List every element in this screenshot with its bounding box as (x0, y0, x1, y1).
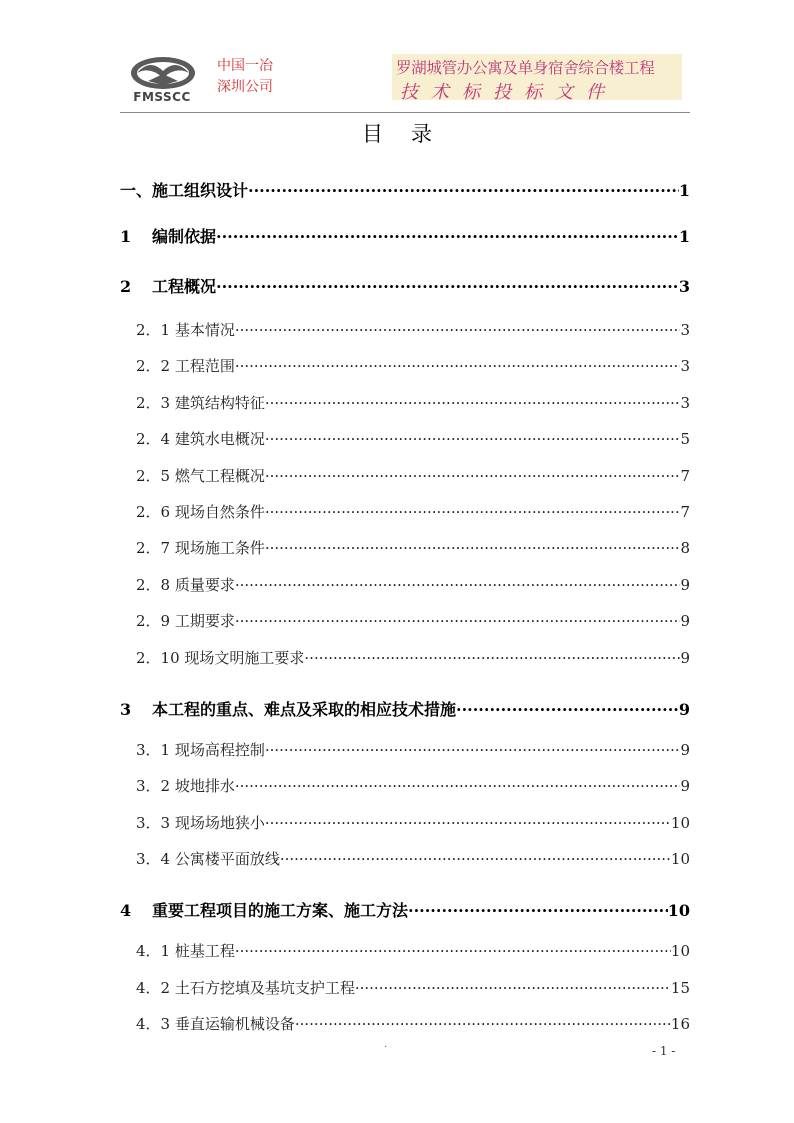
toc-title: 2．9 工期要求 (136, 612, 235, 631)
toc-label (120, 603, 235, 639)
logo-text: FMSSCC (133, 90, 191, 104)
toc-title: 3．1 现场高程控制 (136, 740, 265, 759)
toc-leader-dots (265, 530, 681, 566)
toc-heading[interactable] (120, 262, 690, 312)
toc-label (120, 970, 355, 1006)
toc-label (120, 312, 235, 348)
toc-leader-dots (295, 1006, 671, 1042)
toc-label (120, 421, 265, 457)
toc-title: 2．1 基本情况 (136, 321, 235, 339)
page-title: 目录 (362, 122, 460, 146)
toc-leader-dots (235, 603, 681, 639)
toc-subentry[interactable] (120, 732, 690, 768)
toc-page-number: 10 (670, 850, 690, 869)
toc-number: 2 (120, 277, 132, 296)
toc-title: 2．8 质量要求 (136, 575, 235, 594)
toc-label (120, 262, 216, 312)
project-name: 罗湖城管办公寓及单身宿舍综合楼工程 (396, 59, 655, 77)
toc-subentry[interactable] (120, 640, 690, 676)
project-subtitle: 技术标投标文件 (400, 82, 617, 103)
project-banner (392, 54, 682, 103)
toc-title: 2．5 燃气工程概况 (136, 466, 265, 485)
toc-leader-dots (265, 421, 681, 457)
toc-leader-dots (304, 640, 680, 676)
toc-title: 2．3 建筑结构特征 (136, 393, 265, 412)
toc-leader-dots (216, 262, 679, 312)
toc-subentry[interactable] (120, 312, 690, 348)
toc-page-number: 3 (680, 357, 690, 376)
toc-subentry[interactable] (120, 348, 690, 384)
toc-subentry[interactable] (120, 970, 690, 1006)
page-number: - 1 - (652, 1044, 676, 1058)
toc-subentry[interactable] (120, 421, 690, 457)
table-of-contents (120, 160, 690, 1043)
page-header (120, 52, 690, 110)
toc-title: 4．3 垂直运输机械设备 (136, 1015, 295, 1034)
toc-page-number: 1 (678, 227, 690, 246)
toc-title: 工程概况 (152, 277, 217, 296)
toc-page-number: 10 (670, 813, 690, 832)
toc-label (120, 212, 216, 262)
toc-subentry[interactable] (120, 385, 690, 421)
company-name-line2: 深圳公司 (217, 79, 273, 95)
toc-page-number: 16 (670, 1015, 690, 1034)
toc-title: 2．7 现场施工条件 (136, 539, 265, 558)
toc-label (120, 640, 304, 676)
toc-title: 本工程的重点、难点及采取的相应技术措施 (152, 699, 457, 719)
toc-label (120, 768, 235, 804)
toc-page-number: 7 (680, 502, 690, 521)
toc-leader-dots (235, 768, 681, 804)
toc-leader-dots (355, 970, 671, 1006)
toc-label (120, 530, 265, 566)
header-divider (120, 112, 690, 113)
toc-leader-dots (265, 805, 671, 841)
toc-leader-dots (235, 933, 671, 969)
toc-heading[interactable] (120, 676, 690, 732)
toc-label (120, 385, 265, 421)
toc-page-number: 9 (680, 612, 690, 631)
toc-leader-dots (265, 385, 681, 421)
toc-number: 3 (120, 699, 132, 719)
toc-subentry[interactable] (120, 1006, 690, 1042)
toc-page-number: 15 (670, 978, 690, 997)
toc-leader-dots (235, 567, 681, 603)
toc-title: 2．4 建筑水电概况 (136, 430, 265, 449)
toc-leader-dots (280, 841, 671, 877)
toc-subentry[interactable] (120, 768, 690, 804)
toc-page-number: 9 (680, 777, 690, 796)
toc-number: 4 (120, 901, 132, 921)
toc-heading[interactable] (120, 160, 690, 212)
toc-title: 4．2 土石方挖填及基坑支护工程 (136, 978, 355, 997)
toc-title: 重要工程项目的施工方案、施工方法 (152, 901, 409, 921)
toc-page-number: 10 (670, 942, 690, 961)
toc-label (120, 458, 265, 494)
toc-label (120, 348, 235, 384)
toc-subentry[interactable] (120, 567, 690, 603)
toc-title: 2．2 工程范围 (136, 357, 235, 376)
toc-page-number: 3 (680, 321, 690, 339)
toc-page-number: 9 (680, 575, 690, 594)
toc-page-number: 3 (680, 393, 690, 412)
toc-label (120, 933, 235, 969)
toc-title: 2．10 现场文明施工要求 (136, 648, 305, 667)
toc-label (120, 494, 265, 530)
toc-heading[interactable] (120, 877, 690, 933)
toc-leader-dots (265, 732, 681, 768)
toc-title: 3．3 现场场地狭小 (136, 813, 265, 832)
toc-page-number: 8 (680, 539, 690, 558)
toc-page-number: 5 (680, 430, 690, 449)
toc-subentry[interactable] (120, 841, 690, 877)
toc-leader-dots (265, 458, 681, 494)
toc-label (120, 805, 265, 841)
toc-title: 编制依据 (152, 227, 217, 246)
toc-title: 3．4 公寓楼平面放线 (136, 850, 280, 869)
toc-subentry[interactable] (120, 933, 690, 969)
toc-number: 1 (120, 227, 132, 246)
company-name (217, 56, 273, 98)
toc-subentry[interactable] (120, 458, 690, 494)
toc-leader-dots (235, 312, 681, 348)
toc-label (120, 1006, 295, 1042)
toc-leader-dots (235, 348, 681, 384)
toc-subentry[interactable] (120, 603, 690, 639)
toc-page-number: 9 (680, 648, 690, 667)
toc-page-number: 3 (678, 277, 690, 296)
toc-subentry[interactable] (120, 494, 690, 530)
toc-title: 2．6 现场自然条件 (136, 502, 265, 521)
toc-page-number: 7 (680, 466, 690, 485)
toc-page-number: 9 (678, 699, 690, 719)
toc-subentry[interactable] (120, 530, 690, 566)
toc-subentry[interactable] (120, 805, 690, 841)
toc-heading[interactable] (120, 212, 690, 262)
footer-dot: · (384, 1042, 388, 1053)
toc-label (120, 732, 265, 768)
toc-label (120, 841, 280, 877)
toc-page-number: 10 (667, 901, 690, 921)
toc-page-number: 9 (680, 740, 690, 759)
toc-page-number: 1 (678, 181, 690, 200)
toc-title: 4．1 桩基工程 (136, 942, 235, 961)
toc-title: 一、施工组织设计 (120, 181, 249, 200)
toc-label (120, 567, 235, 603)
toc-leader-dots (216, 212, 679, 262)
toc-leader-dots (265, 494, 681, 530)
toc-title: 3．2 坡地排水 (136, 777, 235, 796)
company-name-line1: 中国一冶 (217, 58, 273, 74)
